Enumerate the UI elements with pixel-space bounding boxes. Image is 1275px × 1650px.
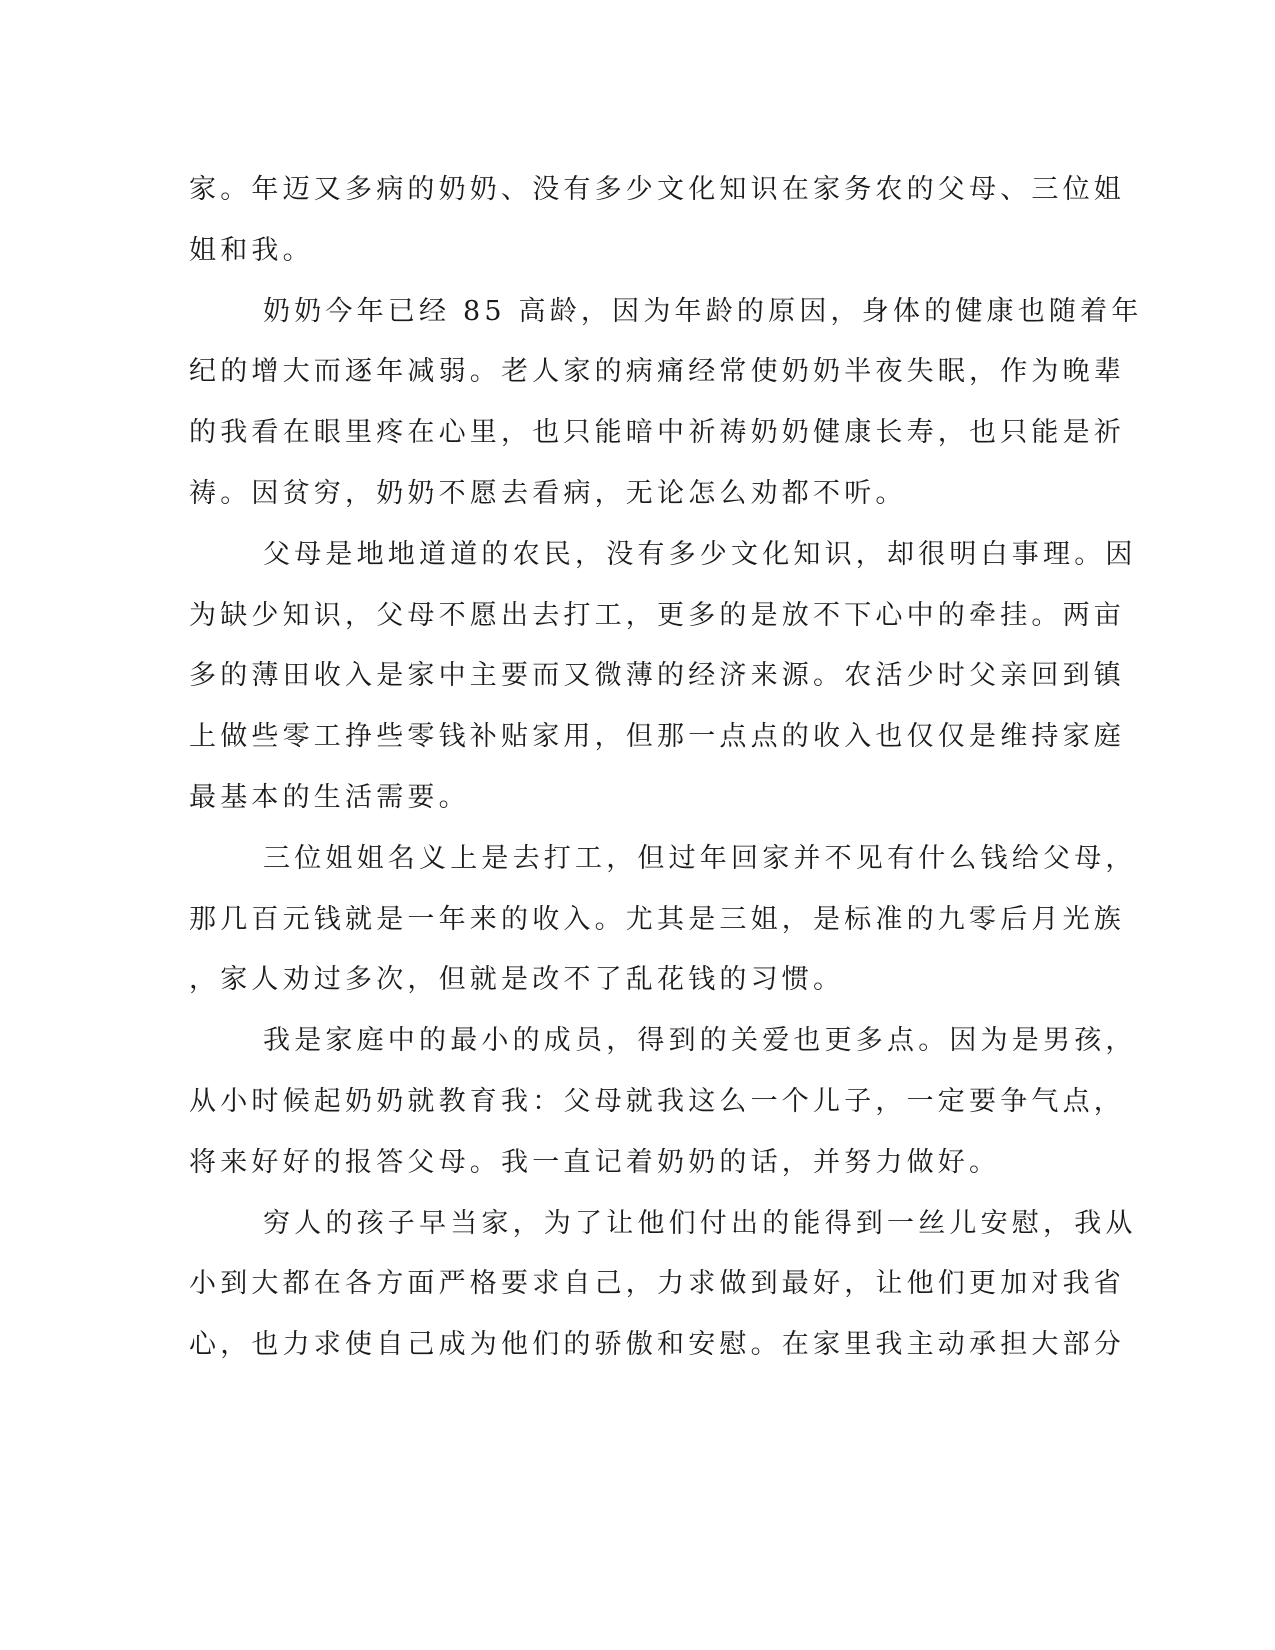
paragraph-first-line: 三位姐姐名义上是去打工，但过年回家并不见有什么钱给父母， <box>263 842 1137 874</box>
text-line: 将来好好的报答父母。我一直记着奶奶的话，并努力做好。 <box>189 1146 1001 1178</box>
text-line: 小到大都在各方面严格要求自己，力求做到最好，让他们更加对我省 <box>189 1268 1125 1300</box>
text-line: 纪的增大而逐年减弱。老人家的病痛经常使奶奶半夜失眠，作为晚辈 <box>189 356 1125 388</box>
document-body <box>189 160 1143 1376</box>
text-line: 心，也力求使自己成为他们的骄傲和安慰。在家里我主动承担大部分 <box>189 1329 1125 1361</box>
paragraph-first-line: 穷人的孩子早当家，为了让他们付出的能得到一丝儿安慰，我从 <box>263 1207 1137 1239</box>
text-line: 上做些零工挣些零钱补贴家用，但那一点点的收入也仅仅是维持家庭 <box>189 721 1125 753</box>
text-line: ，家人劝过多次，但就是改不了乱花钱的习惯。 <box>189 964 845 996</box>
text-line: 那几百元钱就是一年来的收入。尤其是三姐，是标准的九零后月光族 <box>189 903 1125 935</box>
paragraph-first-line: 我是家庭中的最小的成员，得到的关爱也更多点。因为是男孩， <box>263 1025 1137 1057</box>
paragraph-first-line: 父母是地地道道的农民，没有多少文化知识，却很明白事理。因 <box>263 538 1137 570</box>
text-line: 的我看在眼里疼在心里，也只能暗中祈祷奶奶健康长寿，也只能是祈 <box>189 417 1125 449</box>
text-line: 最基本的生活需要。 <box>189 781 470 813</box>
text-line: 从小时候起奶奶就教育我：父母就我这么一个儿子，一定要争气点， <box>189 1085 1125 1117</box>
paragraph-first-line: 奶奶今年已经 85 高龄，因为年龄的原因，身体的健康也随着年 <box>263 295 1143 327</box>
text-line: 姐和我。 <box>189 234 314 266</box>
text-line: 多的薄田收入是家中主要而又微薄的经济来源。农活少时父亲回到镇 <box>189 660 1125 692</box>
text-line: 家。年迈又多病的奶奶、没有多少文化知识在家务农的父母、三位姐 <box>189 174 1125 205</box>
text-line: 为缺少知识，父母不愿出去打工，更多的是放不下心中的牵挂。两亩 <box>189 599 1125 631</box>
text-line: 祷。因贫穷，奶奶不愿去看病，无论怎么劝都不听。 <box>189 477 907 509</box>
